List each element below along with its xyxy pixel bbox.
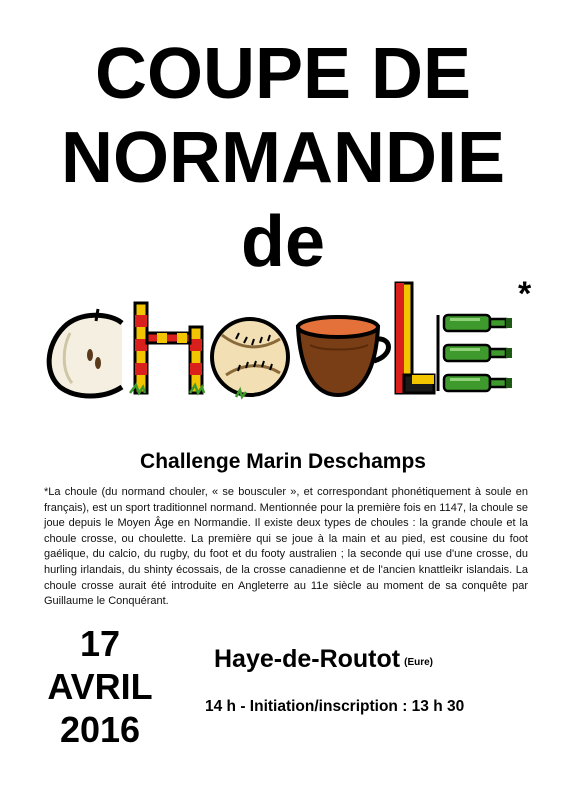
choule-logo-illustration [40,275,540,405]
goal-icon [130,303,204,393]
description-text: *La choule (du normand chouler, « se bousculer », et correspondant phonétiquement à soule en français), est un sport traditionnel normand. Mentionnée pour la première fois en 1147, la choule se joue depuis le Moyen Âge en Normandie. Il existe deux types de choules : la grande choule et la choule crosse, ou choulette. La première qui se joue à la main et au pied, est cousine du foot gaélique, du calcio, du rugby, du foot et du footy australien ; la seconde qui use d'une crosse, du hurling irlandais, du shinty écossais, de la crosse canadienne et de l'ancien knattleikr islandais. La choule crosse aurait été introduite en Angleterre au 11e siècle au moment de sa conquête par Guillaume le Conquérant. [44,486,528,608]
choule-logo [40,275,540,405]
date-year: 2016 [59,709,141,750]
bottles-icon [438,315,512,391]
cup-icon [298,317,389,395]
title-line-3: de [240,202,326,282]
date-month: AVRIL [47,666,153,707]
date-day: 17 [79,623,121,664]
ball-icon [212,319,288,397]
logo-text [40,275,41,276]
flag-letter-icon [396,283,434,393]
place-region: (Eure) [404,657,434,668]
apple-icon [49,309,122,396]
title-line-2: NORMANDIE [61,118,505,198]
challenge-title: Challenge Marin Deschamps [140,450,426,473]
event-date [20,622,180,751]
logo-asterisk: * [518,275,532,313]
event-schedule: 14 h - Initiation/inscription : 13 h 30 [205,698,465,715]
place-name: Haye-de-Routot [214,645,401,673]
event-place [214,645,433,674]
title-line-1: COUPE DE [94,34,472,114]
